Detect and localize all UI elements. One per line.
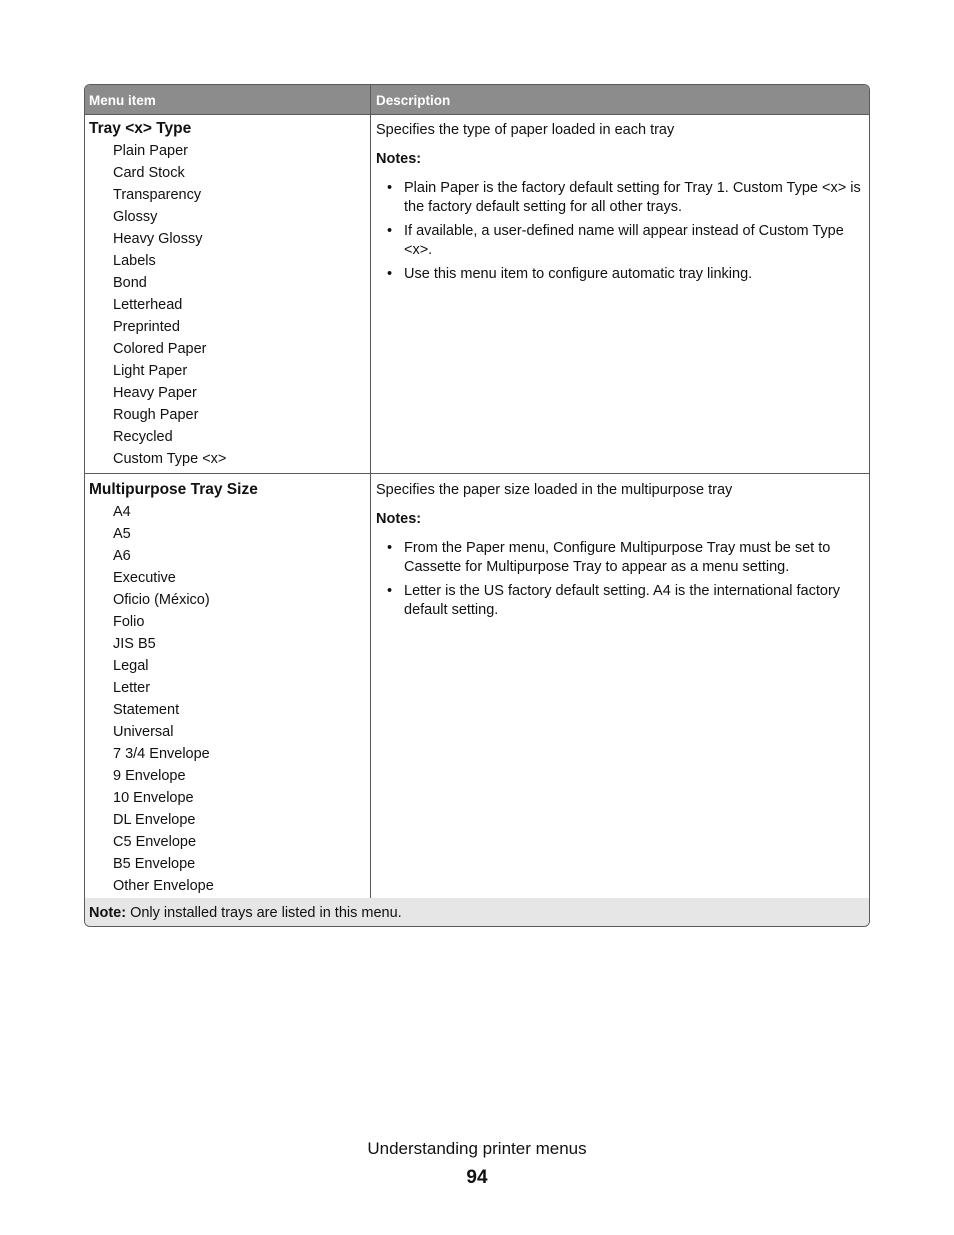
option-item: Universal <box>113 724 174 740</box>
option-item: Other Envelope <box>113 878 214 894</box>
table-row-mp-tray-size-menu <box>89 481 258 897</box>
option-item: Labels <box>113 253 156 269</box>
footer-section-title: Understanding printer menus <box>367 1139 587 1158</box>
option-item: 9 Envelope <box>113 768 186 784</box>
note-item <box>376 539 866 577</box>
header-divider <box>85 114 869 115</box>
bullet-icon: • <box>387 583 393 599</box>
footnote-text <box>89 905 402 921</box>
description-text: Specifies the paper size loaded in the multipurpose tray <box>376 482 733 498</box>
option-item: Light Paper <box>113 363 188 379</box>
table-footnote <box>85 898 869 927</box>
option-item: Plain Paper <box>113 143 188 159</box>
option-item: A6 <box>113 548 131 564</box>
note-text: Use this menu item to configure automatic tray linking. <box>404 266 753 282</box>
option-item: Executive <box>113 570 176 586</box>
note-item <box>376 179 866 217</box>
menu-item-title: Multipurpose Tray Size <box>89 481 258 498</box>
notes-label: Notes: <box>376 511 422 527</box>
bullet-icon: • <box>387 266 393 282</box>
option-item: 10 Envelope <box>113 790 194 806</box>
option-item: B5 Envelope <box>113 856 196 872</box>
option-item: Custom Type <x> <box>113 451 227 467</box>
option-item: Preprinted <box>113 319 180 335</box>
bullet-icon: • <box>387 180 393 196</box>
option-item: Oficio (México) <box>113 592 210 608</box>
option-item: A4 <box>113 504 131 520</box>
menu-table <box>84 84 870 927</box>
row-divider <box>85 473 869 474</box>
option-list <box>113 501 258 897</box>
column-divider <box>370 85 371 898</box>
footnote-body: Only installed trays are listed in this menu. <box>126 905 402 921</box>
footnote-label: Note: <box>89 905 127 921</box>
option-item: Letter <box>113 680 151 696</box>
bullet-icon: • <box>387 223 393 239</box>
description-text: Specifies the type of paper loaded in each tray <box>376 122 675 138</box>
option-item: Statement <box>113 702 180 718</box>
page-number: 94 <box>466 1167 488 1188</box>
table-header <box>85 85 869 114</box>
option-item: DL Envelope <box>113 812 196 828</box>
option-list <box>113 140 226 470</box>
table-row-tray-type-description <box>376 121 866 289</box>
option-item: Folio <box>113 614 145 630</box>
menu-item-title: Tray <x> Type <box>89 120 192 137</box>
bullet-icon: • <box>387 540 393 556</box>
option-item: 7 3/4 Envelope <box>113 746 210 762</box>
note-text: From the Paper menu, Configure Multipurpose Tray must be set to Cassette for Multipurpose Tray to appear as a menu setting. <box>404 540 831 575</box>
option-item: Heavy Paper <box>113 385 197 401</box>
header-description: Description <box>376 93 451 108</box>
table-row-mp-tray-size-description <box>376 481 866 625</box>
option-item: Colored Paper <box>113 341 207 357</box>
notes-label: Notes: <box>376 151 422 167</box>
notes-list <box>376 539 866 620</box>
option-item: Legal <box>113 658 149 674</box>
option-item: JIS B5 <box>113 636 156 652</box>
option-item: Glossy <box>113 209 158 225</box>
notes-list <box>376 179 866 284</box>
option-item: C5 Envelope <box>113 834 197 850</box>
note-item <box>376 582 866 620</box>
option-item: Bond <box>113 275 147 291</box>
option-item: Letterhead <box>113 297 183 313</box>
table-row-tray-type-menu <box>89 120 226 470</box>
option-item: Transparency <box>113 187 202 203</box>
header-menu-item: Menu item <box>89 93 156 108</box>
option-item: A5 <box>113 526 131 542</box>
option-item: Rough Paper <box>113 407 199 423</box>
note-text: Letter is the US factory default setting. A4 is the international factory default setting. <box>404 583 841 618</box>
note-item <box>376 222 866 260</box>
note-text: If available, a user-defined name will appear instead of Custom Type <x>. <box>404 223 844 258</box>
option-item: Heavy Glossy <box>113 231 203 247</box>
note-text: Plain Paper is the factory default setting for Tray 1. Custom Type <x> is the factory default setting for all other trays. <box>404 180 861 215</box>
note-item <box>376 265 866 284</box>
option-item: Card Stock <box>113 165 185 181</box>
option-item: Recycled <box>113 429 173 445</box>
